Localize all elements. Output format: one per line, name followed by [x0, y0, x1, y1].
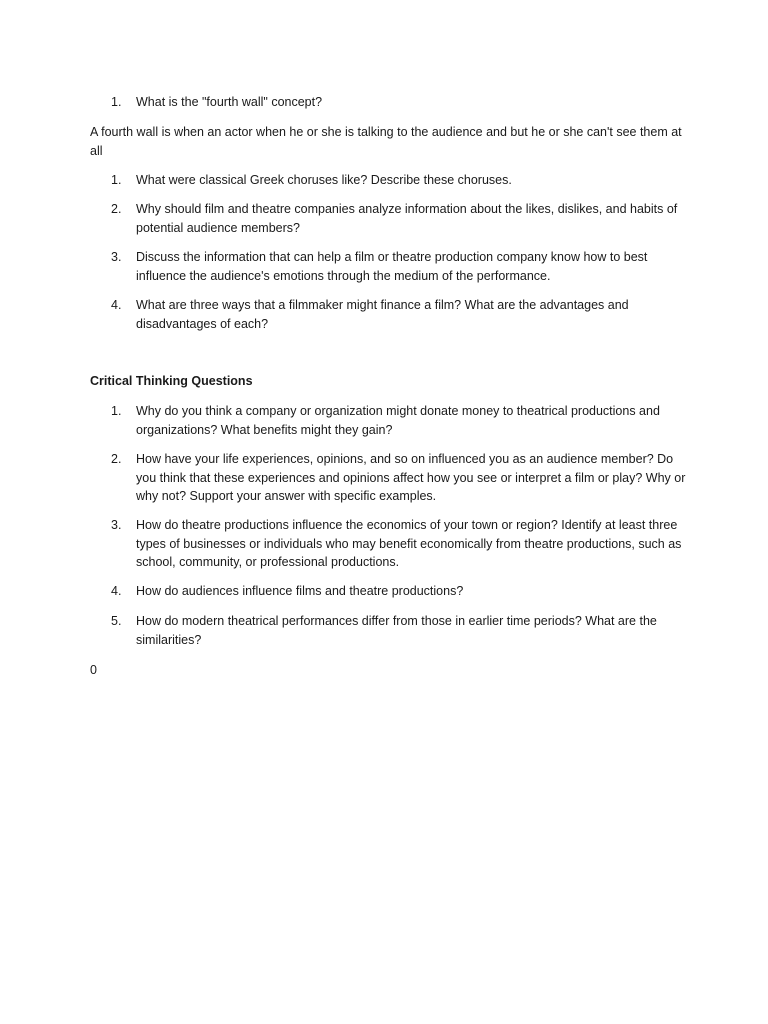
answer-paragraph: A fourth wall is when an actor when he or she is talking to the audience and but he or she can't see them at all — [90, 125, 682, 158]
question-item — [111, 93, 691, 112]
question-number: 3. — [111, 250, 122, 264]
question-item — [111, 296, 691, 333]
footer-text: 0 — [90, 663, 97, 677]
question-number: 4. — [111, 298, 122, 312]
question-number: 2. — [111, 452, 122, 466]
question-text: What is the "fourth wall" concept? — [136, 95, 323, 109]
question-text: Why should film and theatre companies analyze information about the likes, dislikes, and habits of potential audience members? — [136, 202, 678, 235]
question-item — [111, 450, 691, 506]
question-number: 4. — [111, 584, 122, 598]
question-item — [111, 402, 691, 439]
question-item — [111, 171, 691, 190]
question-text: How do modern theatrical performances differ from those in earlier time periods? What are the similarities? — [136, 614, 657, 647]
question-text: Discuss the information that can help a film or theatre production company know how to best influence the audience's emotions through the medium of the performance. — [136, 250, 648, 283]
question-text: How do theatre productions influence the economics of your town or region? Identify at least three types of businesses or individuals who may benefit economically from theatre productions, such as school, community, or professional productions. — [136, 518, 682, 569]
question-number: 1. — [111, 95, 122, 109]
question-number: 5. — [111, 614, 122, 628]
question-number: 3. — [111, 518, 122, 532]
question-item — [111, 612, 691, 649]
section-heading: Critical Thinking Questions — [90, 374, 253, 388]
question-item — [111, 582, 691, 601]
question-text: How have your life experiences, opinions, and so on influenced you as an audience member? Do you think that these experiences and opinions affect how you see or interpret a film or play? Why or why not? Support your answer with specific examples. — [136, 452, 686, 503]
question-number: 1. — [111, 404, 122, 418]
question-item — [111, 248, 691, 285]
question-number: 2. — [111, 202, 122, 216]
question-text: What were classical Greek choruses like? Describe these choruses. — [136, 173, 512, 187]
question-text: How do audiences influence films and theatre productions? — [136, 584, 464, 598]
question-text: Why do you think a company or organization might donate money to theatrical productions and organizations? What benefits might they gain? — [136, 404, 660, 437]
question-item — [111, 516, 691, 572]
question-item — [111, 200, 691, 237]
question-text: What are three ways that a filmmaker might finance a film? What are the advantages and disadvantages of each? — [136, 298, 629, 331]
question-number: 1. — [111, 173, 122, 187]
